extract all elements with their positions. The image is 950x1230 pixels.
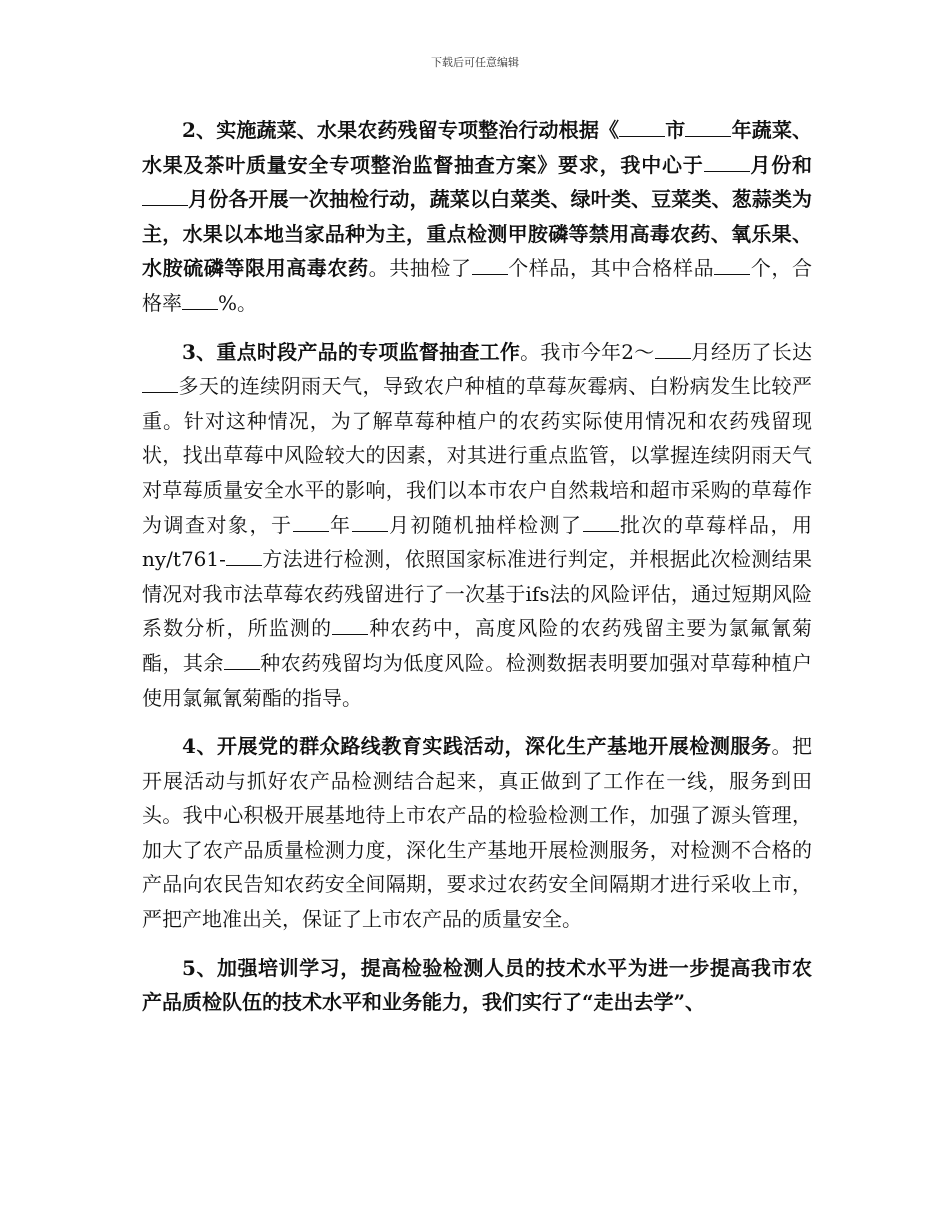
paragraph-4 [142, 729, 812, 937]
para5-heading: 5、加强培训学习，提高检验检测人员的技术水平为进一步提高我市农产品质检队伍的技术水平和业务能力，我们实行了“走出去学”、 [142, 955, 812, 1015]
para3-text-7: 方法进行检测，依照国家标准进行判定，并根据此次检测结果情况对我市法草莓农药残留进行了一次基于ifs法的风险评估，通过短期风险系数分析，所监测的 [142, 547, 812, 641]
blank [352, 513, 388, 532]
para4-text: 。把开展活动与抓好农产品检测结合起来，真正做到了工作在一线，服务到田头。我中心积极开展基地待上市农产品的检验检测工作，加强了源头管理，加大了农产品质量检测力度，深化生产基地开展检测服务，对检测不合格的产品向农民告知农药安全间隔期，要求过农药安全间隔期才进行采收上市，严把产地准出关，保证了上市农产品的质量安全。 [142, 734, 813, 932]
para2-normal-c: 个，合格率 [142, 256, 813, 315]
blank [583, 513, 619, 532]
para3-text-6: 批次的草莓样品，用ny/t761- [142, 512, 812, 572]
para2-bold-b: 市 [665, 118, 686, 142]
para2-bold-c: 年蔬菜、水果及茶叶质量安全专项整治监督抽查方案》要求，我中心于 [142, 118, 813, 177]
blank [293, 513, 329, 532]
para3-heading: 3、重点时段产品的专项监督抽查工作 [182, 339, 521, 364]
blank [224, 651, 260, 670]
para3-text-5: 月初随机抽样检测了 [387, 512, 583, 537]
para2-normal-b: 个样品，其中合格样品 [507, 256, 715, 281]
blank [619, 118, 665, 137]
para3-text-8: 种农药中，高度风险的农药残留主要为氯氟氰菊酯，其余 [142, 616, 813, 675]
blank [182, 291, 218, 310]
para3-text-4: 年 [328, 512, 352, 537]
blank [704, 153, 750, 172]
blank [714, 256, 750, 275]
para2-bold-d: 月份和 [749, 152, 813, 177]
blank [685, 118, 731, 137]
blank [226, 547, 262, 566]
para2-normal-a: 。共抽检了 [368, 256, 472, 281]
paragraph-3 [142, 335, 812, 716]
para3-text-9: 种农药残留均为低度风险。检测数据表明要加强对草莓种植户使用氯氟氰菊酯的指导。 [142, 650, 813, 710]
blank [472, 256, 508, 275]
para2-bold-a: 2、实施蔬菜、水果农药残留专项整治行动根据《 [182, 118, 620, 142]
para2-normal-d: %。 [218, 290, 258, 315]
para2-bold-e: 月份各开展一次抽检行动，蔬菜以白菜类、绿叶类、豆菜类、葱蒜类为主，水果以本地当家品种为主，重点检测甲胺磷等禁用高毒农药、氧乐果、水胺硫磷等限用高毒农药 [142, 187, 812, 281]
paragraph-5 [142, 951, 812, 1020]
para3-text-3: 多天的连续阴雨天气，导致农户种植的草莓灰霉病、白粉病发生比较严重。针对这种情况，为了解草莓种植户的农药实际使用情况和农药残留现状，找出草莓中风险较大的因素，对其进行重点监管，以掌握连续阴雨天气对草莓质量安全水平的影响，我们以本市农户自然栽培和超市采购的草莓作为调查对象，于 [142, 374, 812, 537]
blank [142, 374, 178, 393]
para3-text-1: 。我市今年2～ [520, 339, 655, 364]
paragraph-2 [142, 113, 812, 321]
para3-text-2: 月经历了长达 [690, 339, 813, 364]
page-header-note: 下载后可任意编辑 [431, 56, 519, 69]
blank [142, 187, 188, 206]
para4-heading: 4、开展党的群众路线教育实践活动，深化生产基地开展检测服务 [182, 734, 772, 759]
blank [655, 340, 691, 359]
document-body [142, 113, 812, 1034]
blank [332, 616, 368, 635]
